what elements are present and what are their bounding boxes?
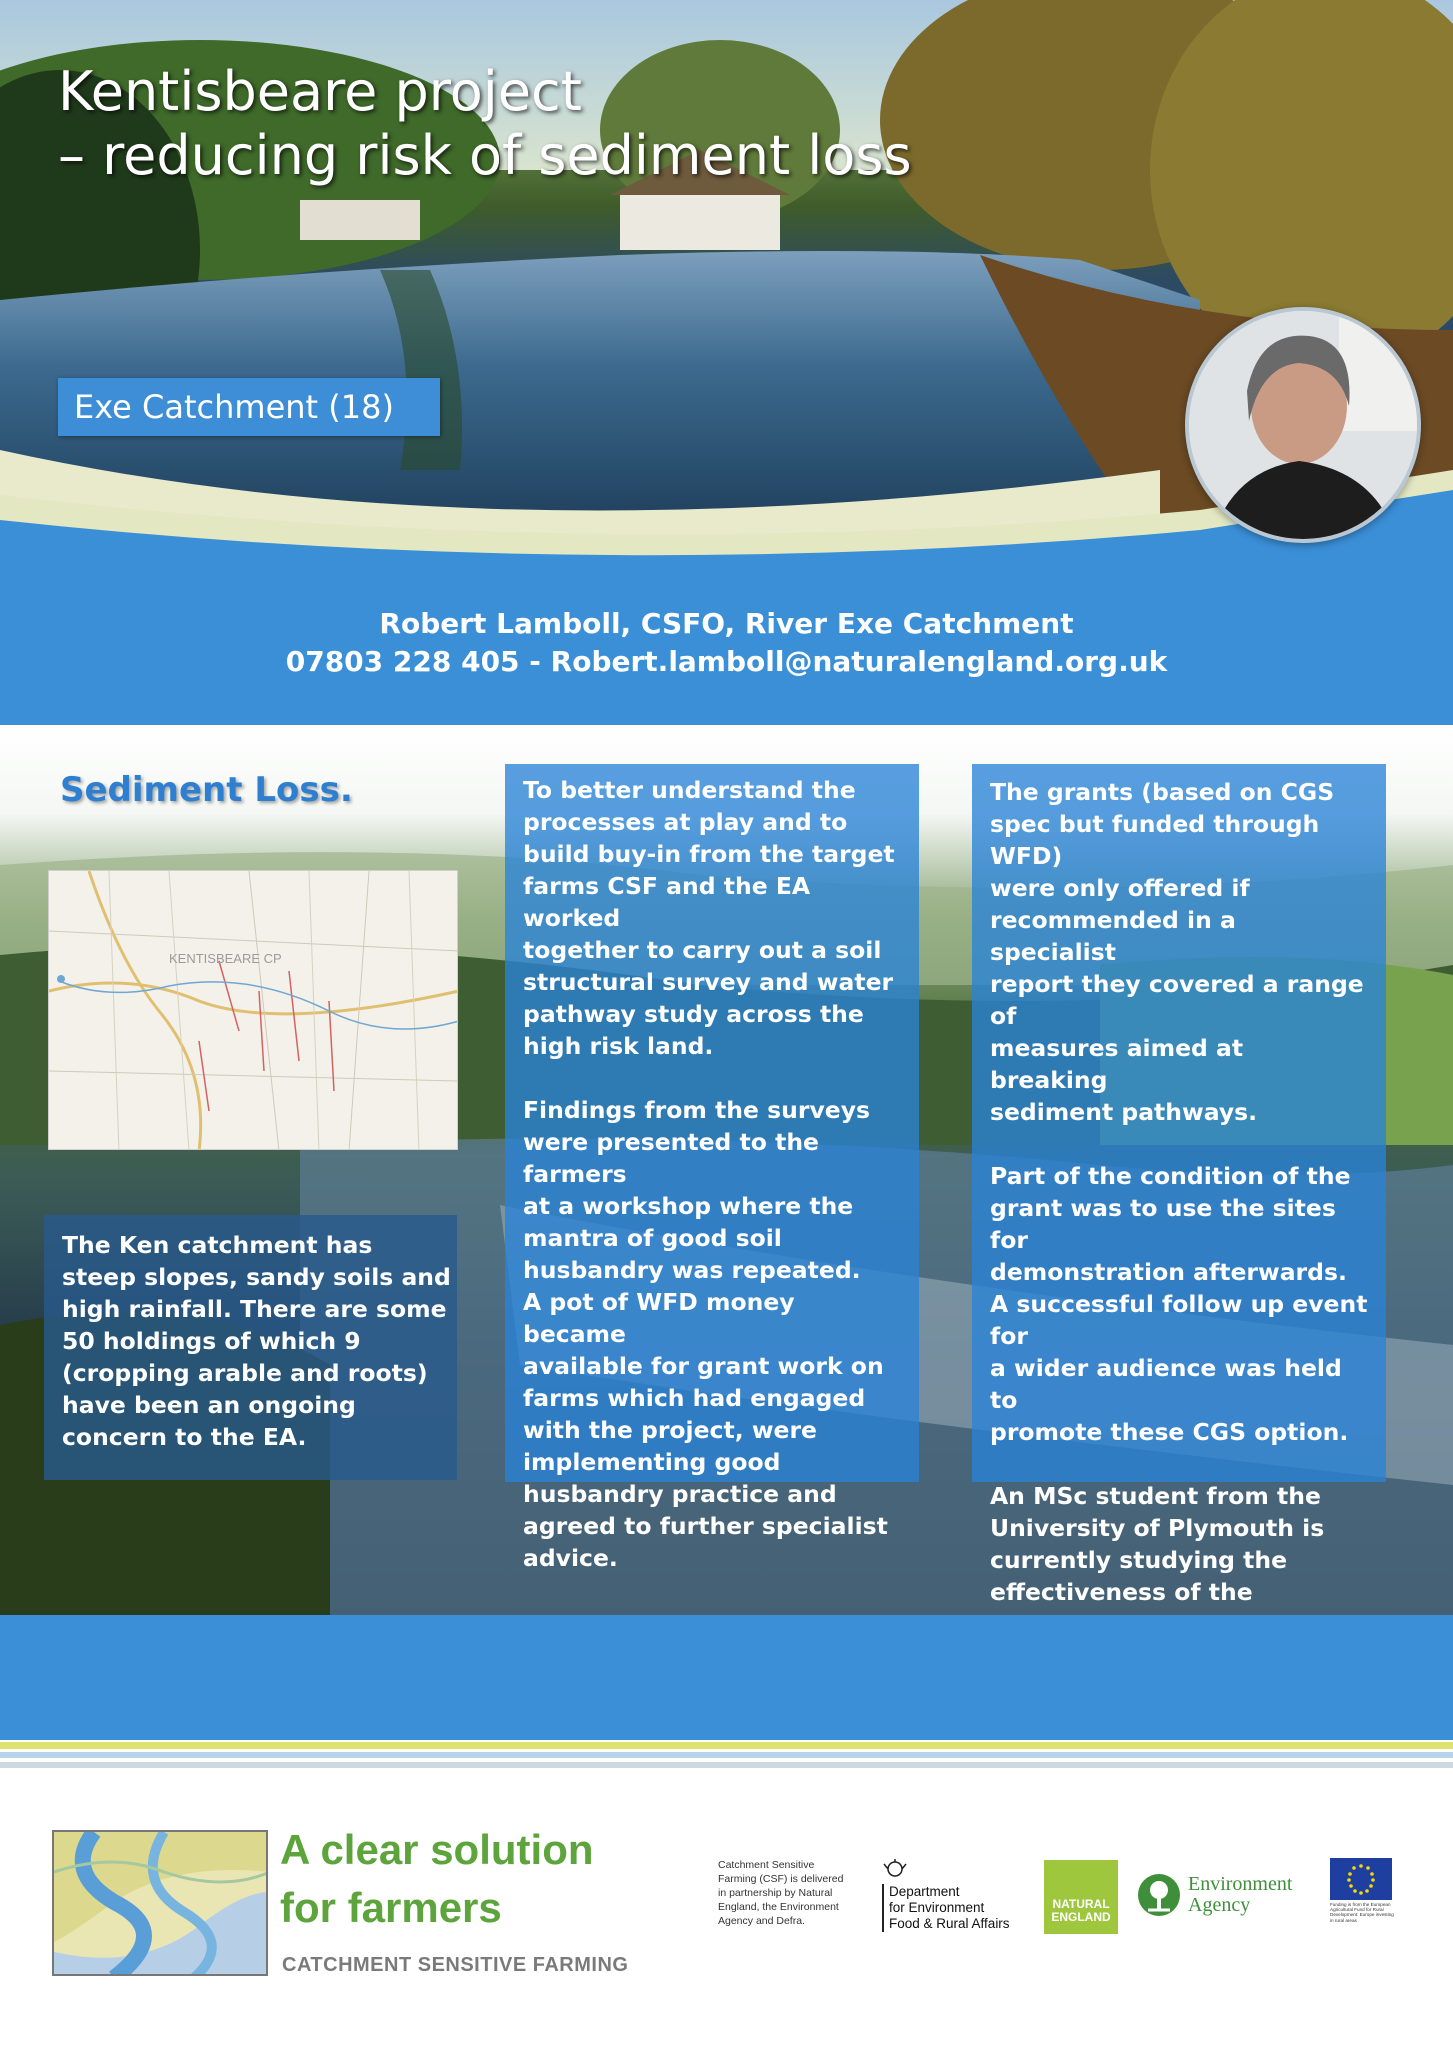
text-line: University of Plymouth is — [990, 1514, 1325, 1542]
brand-line-1: A clear solution — [280, 1826, 594, 1873]
text-line: A successful follow up event for — [990, 1290, 1368, 1350]
text-line: build buy-in from the target — [523, 840, 895, 868]
catchment-badge: Exe Catchment (18) — [58, 378, 440, 436]
text-line: processes at play and to — [523, 808, 848, 836]
text-line: Catchment Sensitive — [718, 1859, 815, 1871]
title-line-2: – reducing risk of sediment loss — [58, 124, 912, 187]
text-line: NATURAL — [1052, 1897, 1110, 1911]
text-line: promote these CGS option. — [990, 1418, 1349, 1446]
text-line: Agency and Defra. — [718, 1915, 805, 1927]
text-line: concern to the EA. — [62, 1423, 307, 1451]
text-line: An MSc student from the — [990, 1482, 1321, 1510]
text-line: high rainfall. There are some — [62, 1295, 447, 1323]
grants-paragraph-1 — [990, 776, 1368, 1128]
text-line: The grants (based on CGS — [990, 778, 1335, 806]
grants-paragraph-2 — [990, 1160, 1368, 1448]
tree-emblem-icon — [1136, 1872, 1182, 1918]
text-line: pathway study across the — [523, 1000, 864, 1028]
csf-stream-logo-icon — [52, 1830, 268, 1976]
text-line: were presented to the farmers — [523, 1128, 819, 1188]
text-line: farms which had engaged — [523, 1384, 866, 1412]
text-line: high risk land. — [523, 1032, 714, 1060]
text-line: husbandry was repeated. — [523, 1256, 861, 1284]
text-line: together to carry out a soil — [523, 936, 882, 964]
eu-funding-text: Funding is from the European Agricultural Fund for Rural Development: Europe investing in rural areas — [1330, 1902, 1394, 1923]
environment-agency-logo — [1136, 1870, 1316, 1924]
blue-strip — [0, 1615, 1453, 1740]
text-line: have been an ongoing — [62, 1391, 356, 1419]
text-line: A pot of WFD money became — [523, 1288, 795, 1348]
text-line: mantra of good soil — [523, 1224, 782, 1252]
text-line: measures aimed at breaking — [990, 1034, 1244, 1094]
eu-stars — [1330, 1858, 1392, 1900]
text-line: Department — [889, 1884, 960, 1899]
text-line: ENGLAND — [1051, 1910, 1111, 1924]
text-line: Findings from the surveys — [523, 1096, 871, 1124]
text-line: advice. — [523, 1544, 618, 1572]
eu-funding-logo — [1330, 1858, 1396, 1923]
text-line: recommended in a specialist — [990, 906, 1236, 966]
page-title — [58, 60, 912, 188]
text-line: Farming (CSF) is delivered — [718, 1873, 844, 1885]
title-line-1: Kentisbeare project — [58, 60, 582, 123]
text-line: sediment pathways. — [990, 1098, 1258, 1126]
text-line: husbandry practice and — [523, 1480, 837, 1508]
royal-crest-icon — [882, 1858, 908, 1880]
partnership-note — [718, 1858, 868, 1928]
section-heading: Sediment Loss. — [60, 770, 353, 810]
text-line: report they covered a range of — [990, 970, 1364, 1030]
portrait-image — [1189, 311, 1421, 543]
text-line: To better understand the — [523, 776, 856, 804]
text-line: 50 holdings of which 9 — [62, 1327, 361, 1355]
text-line: grant was to use the sites for — [990, 1194, 1336, 1254]
brand-line-2: for farmers — [280, 1884, 502, 1931]
text-line: with the project, were — [523, 1416, 817, 1444]
divider-line — [0, 1762, 1453, 1768]
text-line: Part of the condition of the — [990, 1162, 1351, 1190]
natural-england-logo — [1044, 1860, 1118, 1934]
text-line: steep slopes, sandy soils and — [62, 1263, 451, 1291]
text-line: currently studying the — [990, 1546, 1288, 1574]
text-line: were only offered if — [990, 874, 1250, 902]
text-line: at a workshop where the — [523, 1192, 854, 1220]
defra-logo — [882, 1858, 1042, 1932]
text-line: demonstration afterwards. — [990, 1258, 1347, 1286]
text-line: spec but funded through WFD) — [990, 810, 1320, 870]
text-line: The Ken catchment has — [62, 1231, 373, 1259]
csf-logo-graphic — [54, 1832, 268, 1976]
survey-paragraph-1 — [523, 774, 901, 1062]
map-image — [49, 871, 458, 1150]
text-line: implementing good — [523, 1448, 781, 1476]
text-line: (cropping arable and roots) — [62, 1359, 428, 1387]
divider-line — [0, 1742, 1453, 1749]
avatar — [1185, 307, 1421, 543]
text-line: Environment — [1188, 1873, 1293, 1895]
text-line: for Environment — [889, 1900, 985, 1915]
text-line: in partnership by Natural — [718, 1887, 833, 1899]
text-line: structural survey and water — [523, 968, 894, 996]
catchment-description-panel — [44, 1215, 457, 1480]
text-line: farms CSF and the EA worked — [523, 872, 811, 932]
contact-name: Robert Lamboll, CSFO, River Exe Catchment — [379, 607, 1074, 640]
grants-panel — [972, 764, 1386, 1606]
divider-line — [0, 1752, 1453, 1758]
catchment-map — [48, 870, 458, 1150]
text-line: effectiveness of the — [990, 1578, 1253, 1606]
text-line: Agency — [1188, 1894, 1251, 1916]
text-line: Food & Rural Affairs — [889, 1916, 1010, 1931]
brand-line-3: CATCHMENT SENSITIVE FARMING — [282, 1954, 629, 1976]
survey-paragraph-2 — [523, 1094, 901, 1574]
contact-details: 07803 228 405 - Robert.lamboll@naturalengland.org.uk — [285, 645, 1168, 678]
text-line: agreed to further specialist — [523, 1512, 888, 1540]
text-line: available for grant work on — [523, 1352, 884, 1380]
text-line: a wider audience was held to — [990, 1354, 1342, 1414]
survey-panel — [505, 764, 919, 1572]
text-line: England, the Environment — [718, 1901, 839, 1913]
map-place-label: KENTISBEARE CP — [169, 951, 282, 966]
eu-flag-icon — [1330, 1858, 1392, 1900]
